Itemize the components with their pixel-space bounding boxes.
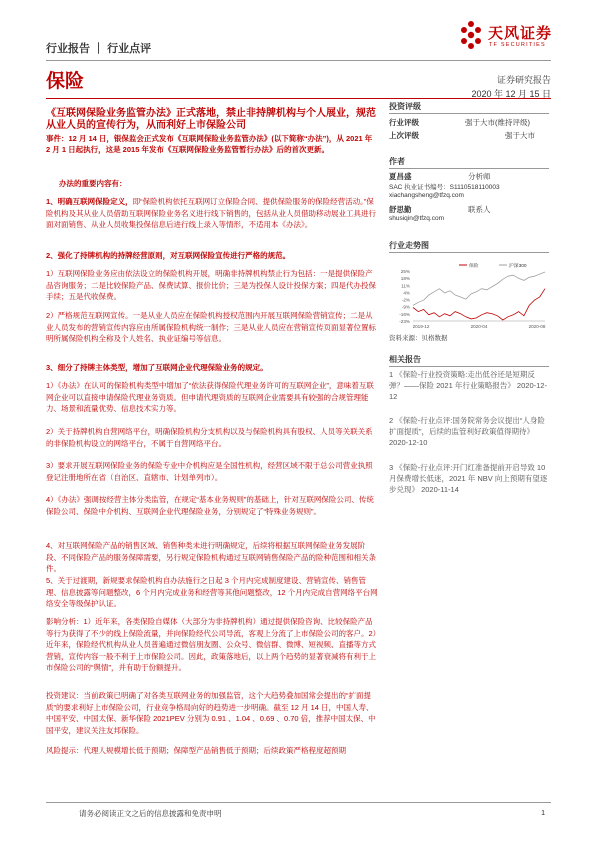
y-tick-label: 18%	[400, 276, 410, 282]
y-tick-label: -16%	[399, 311, 410, 317]
related-divider	[389, 366, 549, 367]
investment-advice: 投资建议：当前政策已明确了对各类互联网业务的加强监管，这个大趋势叠加国常会提出的“扩面提质”的要求利好上市保险公司，行业竞争格局向好的趋势进一步明确。截至 12 月 14 日，中国人寿、中国平安、中国太保、新华保险 2021PEV 分别为 0.91 、1.04 、0.69 、0.70 倍，推荐中国太保、中国平安，建议关注友邦保险。	[46, 691, 376, 735]
rating-block	[389, 101, 549, 112]
author-1-role: 分析师	[468, 172, 491, 181]
y-tick-label: 11%	[401, 283, 410, 289]
point-3-item-4: 4）《办法》强调按经营主体分类监管，在规定“基本业务规则”的基础上，针对互联网保险公司、传统保险公司、保险中介机构、互联网企业代理保险业务，分别规定了“特殊业务规则”。	[46, 495, 374, 516]
point-3-heading: 3、细分了持牌主体类型，增加了互联网企业代理保险业务的规定。	[46, 363, 268, 372]
rating-divider	[389, 113, 549, 114]
industry-trend-chart	[389, 261, 549, 331]
point-2-item-2: 2）严格规范互联网宣传。一是从业人员应在保险机构授权范围内开展互联网保险营销宣传；二是从业人员发布的营销宣传内容应由所属保险机构统一制作；三是从业人员应在营销宣传页面显著位置标明所属保险机构全称及个人姓名、执业证编号等信息。	[46, 311, 376, 343]
y-tick-label: -9%	[401, 304, 410, 310]
logo-text-cn: 天风证券	[488, 25, 553, 42]
point-3-item-3: 3）要求开展互联网保险业务的保险专业中介机构应是全国性机构，经营区域不限于总公司营业执照登记注册地所在省（自治区、直辖市、计划单列市）。	[46, 461, 373, 482]
y-tick-label: -23%	[399, 319, 410, 324]
key-content-lead: 办法的重要内容有：	[59, 179, 127, 188]
impact-analysis: 影响分析：1）近年来，各类保险自媒体（大部分为非持牌机构）通过提供保险咨询、比较保险产品等行为获得了不少的线上保险流量，并向保险经代公司导流，客观上分流了上市保险公司的客户。2）近年来，保险经代机构从业人员普遍通过微信朋友圈、公众号、微信群、微博、短视频、直播等方式营销，宣传内容一般不利于上市保险公司。因此，政策落地后，以上两个趋势的显著衰减将有利于上市保险公司的“舆情”，并有助于份额提升。	[46, 617, 377, 672]
y-tick-label: -2%	[401, 297, 410, 303]
legend-label-0: 保险	[469, 264, 479, 269]
document-type: 行业报告 ｜ 行业点评	[46, 43, 152, 55]
footer-divider	[46, 802, 551, 803]
prev-rating-label: 上次评级	[389, 131, 419, 140]
x-tick-label: 2020-04	[470, 324, 488, 329]
related-heading: 相关报告	[389, 355, 421, 364]
series-line-0	[413, 289, 545, 320]
point-5: 5、关于过渡期，新规要求保险机构自办法施行之日起 3 个月内完成制度建设、营销宣传、销售管理、信息披露等问题整改，6 个月内完成业务和经营等其他问题整改，12 个月内完成自营网络平台网络安全等级保护认证。	[46, 576, 378, 608]
rating-heading: 投资评级	[389, 102, 421, 111]
point-2-item-1: 1）互联网保险业务应由依法设立的保险机构开展，明确非持牌机构禁止行为包括：一是提供保险产品咨询服务；二是比较保险产品、保费试算、报价比价；三是为投保人设计投保方案；四是代办投保手续；五是代收保费。	[46, 269, 376, 301]
chart-source: 资料来源：贝格数据	[389, 335, 448, 342]
company-logo	[458, 18, 568, 58]
logo-mark-icon	[458, 20, 484, 50]
legend-label-1: 沪深300	[509, 264, 527, 269]
chart-svg	[389, 261, 549, 331]
header-divider	[46, 60, 551, 61]
industry-rating-value: 强于大市(维持评级)	[465, 118, 530, 127]
author-1-email[interactable]: xiachangsheng@tfzq.com	[389, 192, 464, 199]
event-summary: 事件：12 月 14 日，银保监会正式发布《互联网保险业务监管办法》(以下简称“办法”)，从 2021 年 2 月 1 日起执行，这是 2015 年发布《互联网保险业务监管暂行办法》后的首次更新。	[46, 134, 373, 154]
report-date: 2020 年 12 月 15 日	[471, 89, 551, 99]
industry-rating-label: 行业评级	[389, 118, 419, 127]
point-3-item-2: 2）关于持牌机构自营网络平台，明确保险机构分支机构以及与保险机构具有股权、人员等关联关系的非保险机构设立的网络平台，不属于自营网络平台。	[46, 427, 373, 448]
y-tick-label: 25%	[400, 269, 410, 274]
title-divider	[46, 98, 551, 99]
risk-warning: 风险提示：代理人规模增长低于预期；保障型产品销售低于预期；后续政策严格程度超预期	[46, 746, 346, 755]
footer-disclaimer: 请务必阅读正文之后的信息披露和免责申明	[79, 809, 222, 818]
author-1-name: 夏昌盛	[389, 172, 412, 181]
logo-text-en: TF SECURITIES	[489, 42, 546, 48]
related-report-2[interactable]: 2 《保险-行业点评:国务院常务会议提出“人身险扩面提质”，后续的监管利好政策值得期待》 2020-12-10	[389, 416, 545, 448]
author-2-email[interactable]: shusiqin@tfzq.com	[389, 215, 445, 222]
point-2-heading: 2、强化了持牌机构的持牌经营原则，对互联网保险宣传进行严格的规范。	[46, 251, 291, 260]
x-tick-label: 2019-12	[412, 324, 430, 329]
point-3-item-1: 1）《办法》在认可的保险机构类型中增加了“依法获得保险代理业务许可的互联网企业”，意味着互联网企业可以直接申请保险代理业务资质。但申请代理资质的互联网企业需要具有较强的合规管理能力、场景和流量优势、信息技术实力等。	[46, 381, 374, 413]
author-2-role: 联系人	[468, 205, 491, 214]
point-1-body: 即“保险机构依托互联网订立保险合同、提供保险服务的保险经营活动。”保险机构及其从业人员借助互联网保险业务名义进行线下销售的，包括从业人员借助移动展业工具进行面对面销售、从业人员收集投保信息后进行线上录入等情形，不适用本《办法》。	[46, 197, 376, 229]
series-line-1	[413, 272, 545, 305]
x-tick-label: 2020-08	[528, 324, 546, 329]
chart-divider	[389, 252, 549, 253]
related-report-1[interactable]: 1 《保险-行业投资策略:走出低谷还是短期反弹？——保险 2021 年行业策略报告》 2020-12-12	[389, 370, 547, 402]
author-1-cert: SAC 执业证书编号：S1110518110003	[389, 184, 500, 191]
authors-heading: 作者	[389, 157, 405, 166]
authors-divider	[389, 168, 549, 169]
page-number: 1	[541, 808, 546, 817]
y-tick-label: 4%	[403, 290, 410, 296]
prev-rating-value: 强于大市	[505, 131, 535, 140]
point-4: 4、对互联网保险产品的销售区域、销售种类未进行明确规定，后续将根据互联网保险业务发展阶段、不同保险产品的服务保障需要，另行规定保险机构通过互联网销售保险产品的险种范围和相关条件。	[46, 541, 376, 573]
related-report-3[interactable]: 3 《保险-行业点评:开门红准备提前开启导致 10 月保费增长低迷，2021 年 NBV 向上预期有望逐步兑现》 2020-11-14	[389, 463, 548, 495]
chart-heading: 行业走势图	[389, 241, 429, 250]
report-headline: 《互联网保险业务监管办法》正式落地，禁止非持牌机构与个人展业，规范从业人员的宣传行为，从而利好上市保险公司	[46, 108, 376, 131]
point-1-title: 1、明确互联网保险定义，	[46, 197, 133, 206]
point-1	[46, 196, 378, 231]
industry-title: 保险	[46, 71, 85, 92]
author-2-name: 舒思勤	[389, 205, 412, 214]
report-kind: 证券研究报告	[496, 75, 551, 85]
